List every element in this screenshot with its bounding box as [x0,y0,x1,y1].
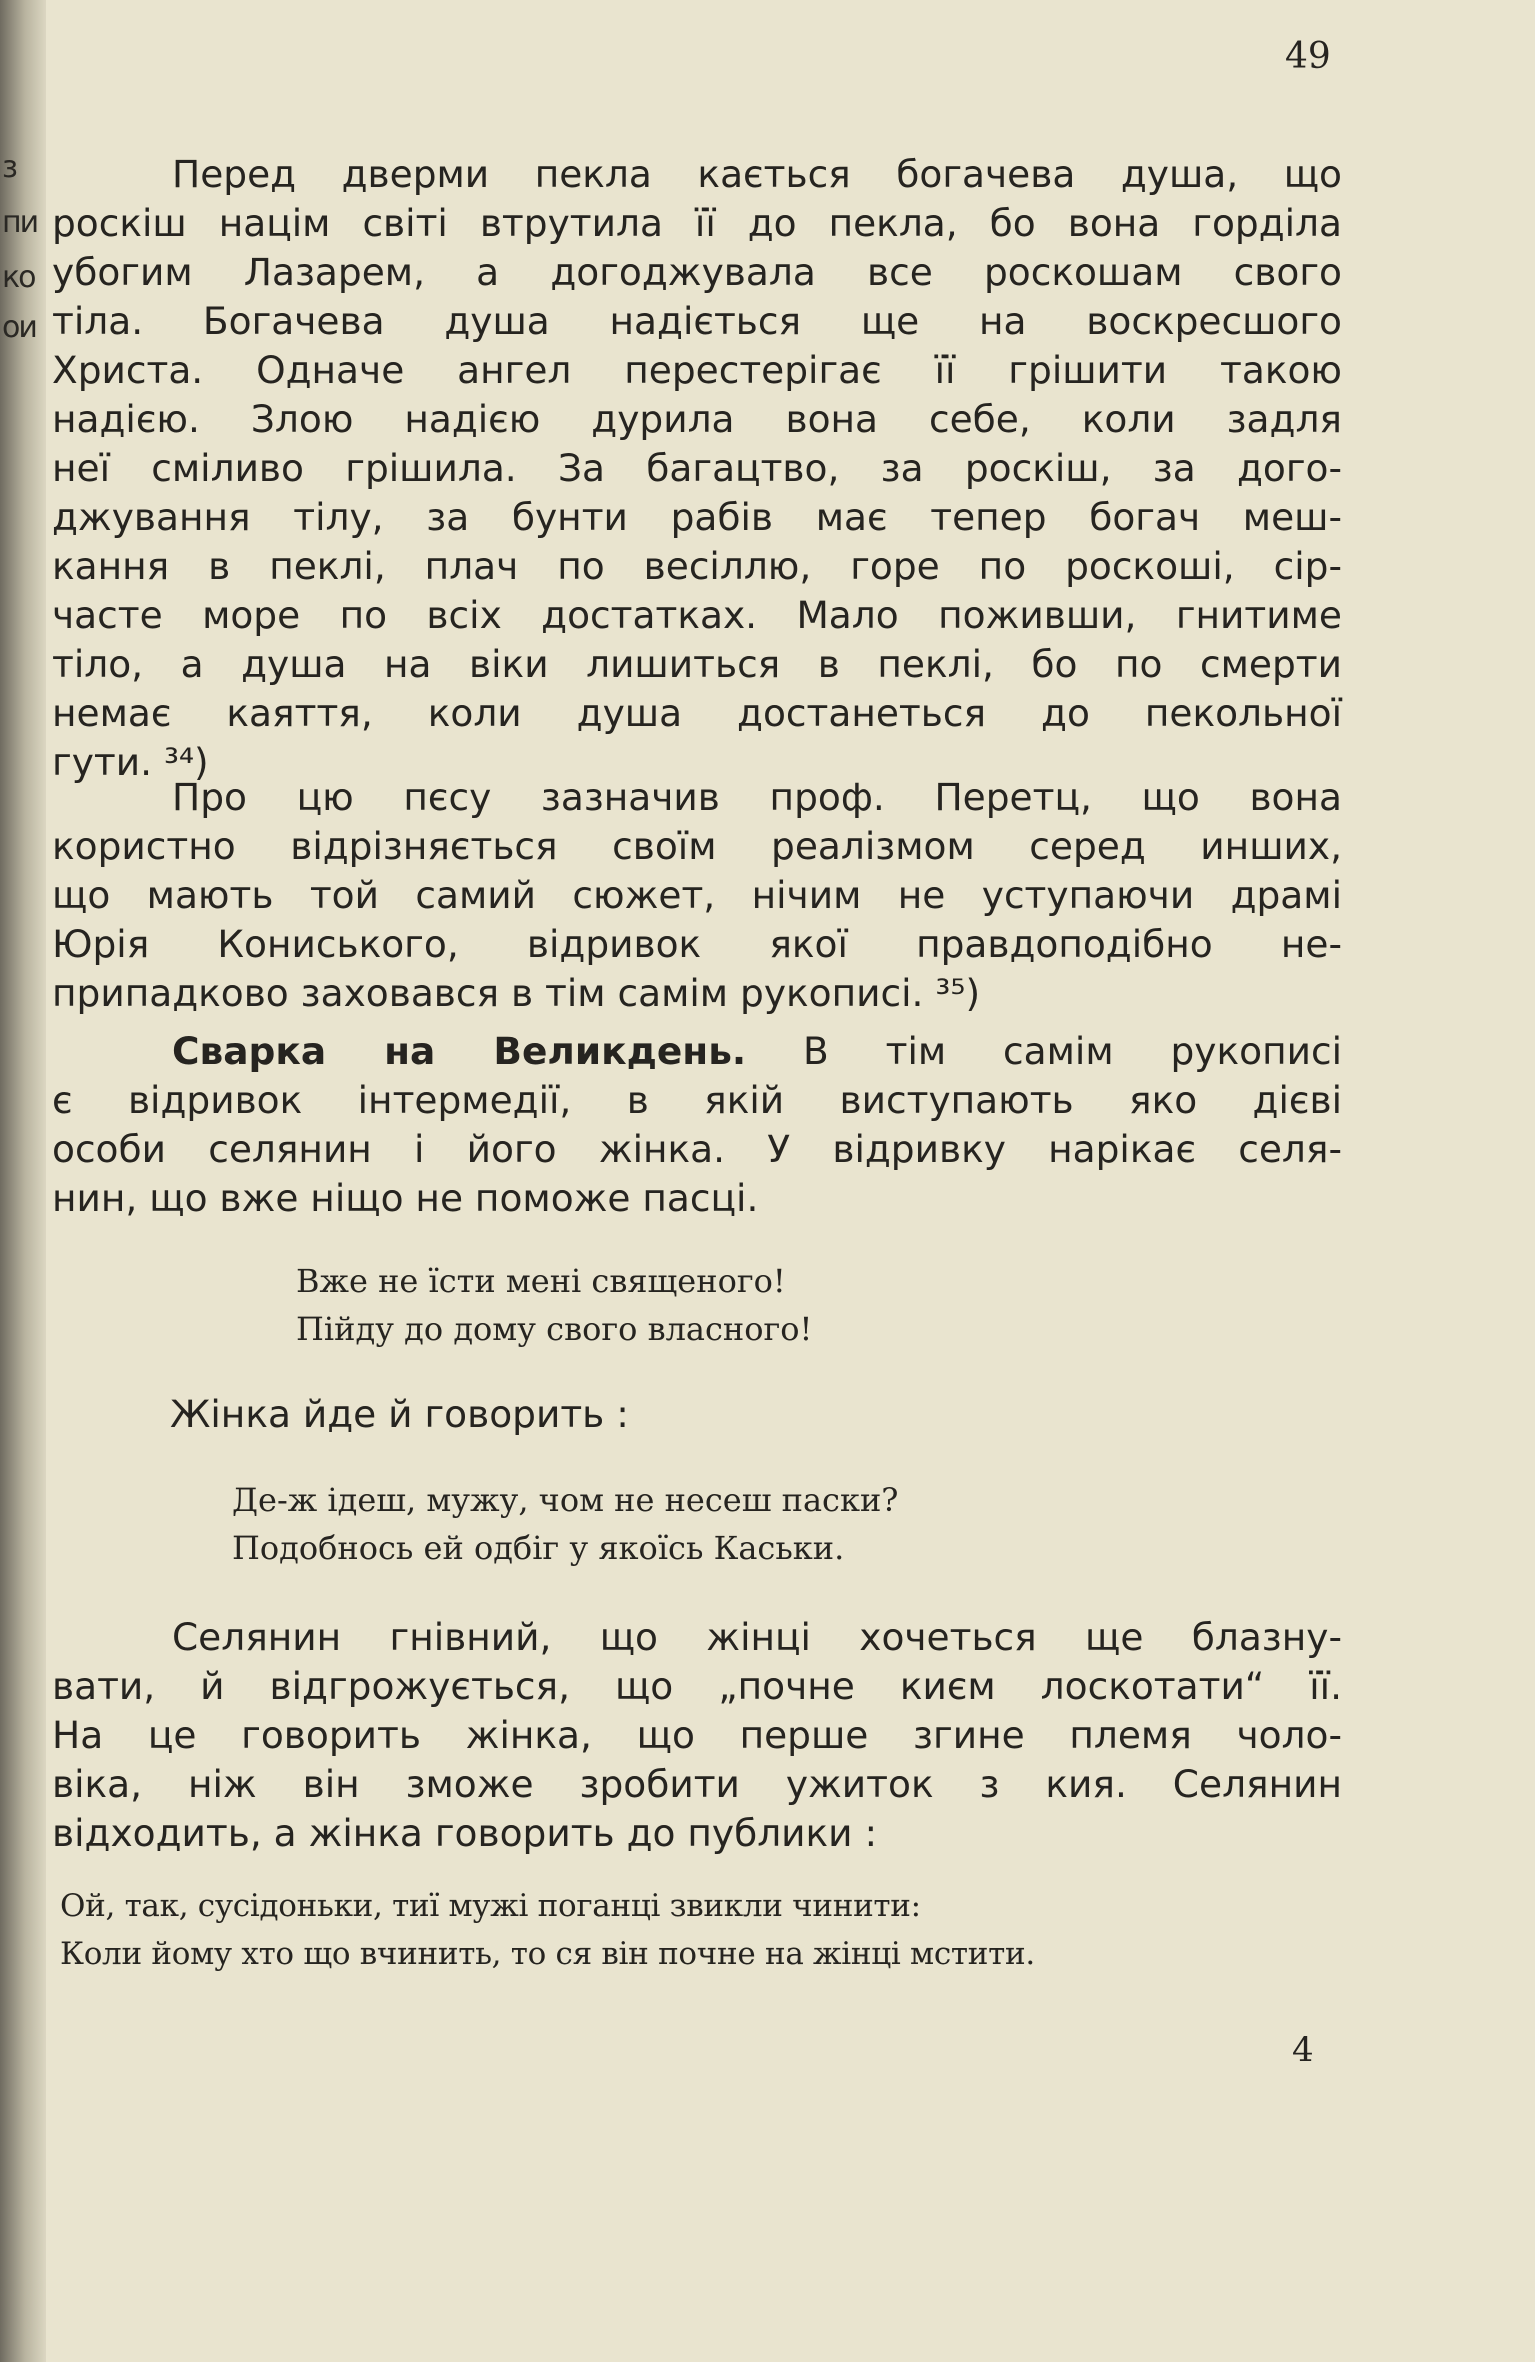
text-line: Про цю пєсу зазначив проф. Перетц, що вона [172,775,1342,819]
verse-line: Вже не їсти мені священого! [296,1262,786,1300]
text-line: що мають той самий сюжет, нічим не уступаючи драмі [52,873,1342,917]
text-line: користно відрізняється своїм реалізмом серед инших, [52,824,1342,868]
book-gutter [0,0,46,2362]
text-line: нин, що вже ніщо не поможе пасці. [52,1176,759,1220]
verse-line: Де-ж ідеш, мужу, чом не несеш паски? [232,1481,899,1519]
paragraph-4 [52,1613,1342,1858]
text-line: Перед дверми пекла кається богачева душа, що [172,152,1342,196]
verse-2 [232,1476,898,1572]
verse-1 [296,1257,812,1353]
text-line: вати, й відгрожується, що „почне києм лоскотати“ її. [52,1664,1342,1708]
paragraph-3 [52,1027,1342,1223]
gutter-fragment: з [2,150,16,185]
gutter-fragment: ои [2,310,36,345]
text-line: Юрія Кониського, відривок якої правдоподібно не- [52,922,1342,966]
text-line: Селянин гнівний, що жінці хочеться ще блазну- [172,1615,1342,1659]
verse-line: Ой, так, сусідоньки, тиї мужі поганці звикли чинити: [60,1888,921,1924]
text-line: є відривок інтермедії, в якій виступають яко дієві [52,1078,1342,1122]
text-line: тіла. Богачева душа надіється ще на воскресшого [52,299,1342,343]
text-line: припадково заховався в тім самім рукописі. ³⁵) [52,971,981,1015]
verse-line: Коли йому хто що вчинить, то ся він почне на жінці мстити. [60,1936,1035,1972]
text-fragment: В тім самім рукописі [803,1029,1343,1073]
paragraph-2 [52,773,1342,1018]
text-line: часте море по всіх достатках. Мало поживши, гнитиме [52,593,1342,637]
text-line: роскіш націм світі втрутила її до пекла, бо вона горділа [52,201,1342,245]
verse-line: Подобнось ей одбіг у якоїсь Каськи. [232,1529,845,1567]
text-line: джування тілу, за бунти рабів має тепер богач меш- [52,495,1342,539]
text-line: відходить, а жінка говорить до публики : [52,1811,878,1855]
text-line: кання в пеклі, плач по весіллю, горе по роскоші, сір- [52,544,1342,588]
text-line: немає каяття, коли душа достанеться до пекольної [52,691,1342,735]
paragraph-1 [52,150,1342,787]
page-number: 49 [1285,36,1331,77]
text-line: На це говорить жінка, що перше згине племя чоло- [52,1713,1342,1757]
verse-line: Пійду до дому свого власного! [296,1310,813,1348]
text-line: гути. ³⁴) [52,740,209,784]
speech-intro: Жінка йде й говорить : [170,1392,629,1436]
verse-3 [60,1882,1035,1978]
text-line: віка, ніж він зможе зробити ужиток з кия. Селянин [52,1762,1342,1806]
text-line: надією. Злою надією дурила вона себе, коли задля [52,397,1342,441]
text-line: особи селянин і його жінка. У відривку нарікає селя- [52,1127,1342,1171]
text-line [52,1027,1342,1076]
gutter-fragment: пи [2,205,38,240]
text-line: Христа. Одначе ангел перестерігає її грішити такою [52,348,1342,392]
gutter-fragment: ко [2,260,35,295]
text-line: неї сміливо грішила. За багацтво, за роскіш, за дого- [52,446,1342,490]
sheet-signature-mark: 4 [1292,2030,1314,2070]
text-line: убогим Лазарем, а догоджувала все роскошам свого [52,250,1342,294]
text-line: тіло, а душа на віки лишиться в пеклі, бо по смерти [52,642,1342,686]
section-heading: Сварка на Великдень. [172,1029,747,1073]
